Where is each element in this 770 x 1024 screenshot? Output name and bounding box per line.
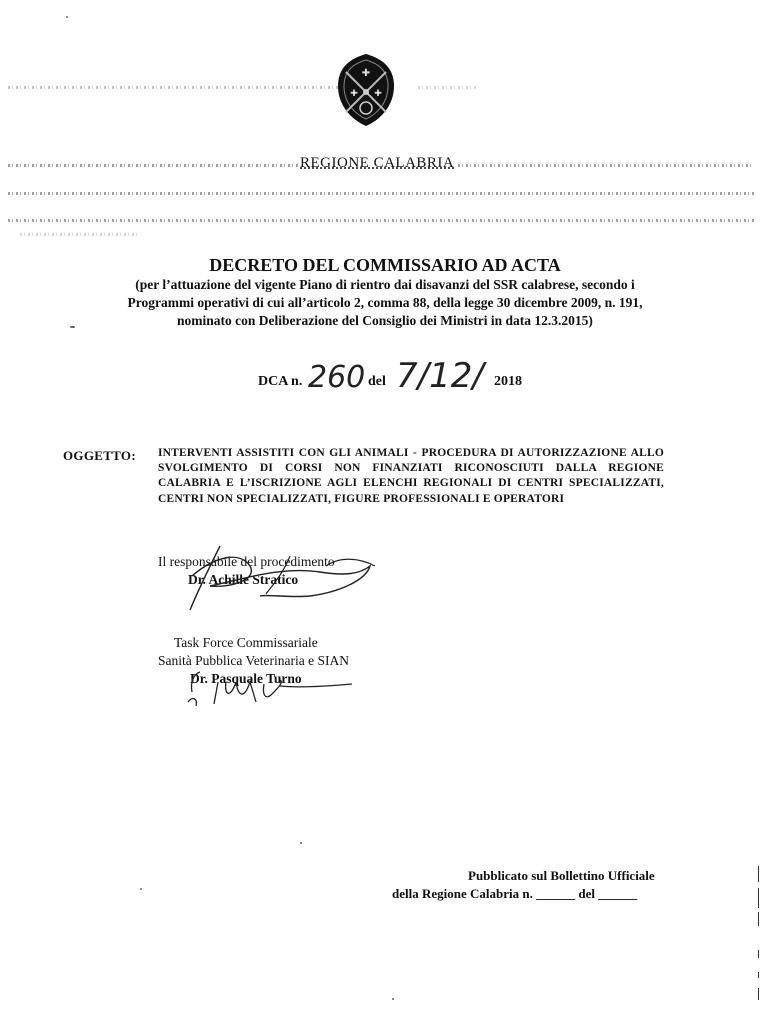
dca-prefix: DCA n.	[258, 374, 303, 389]
oggetto-label: OGGETTO:	[63, 448, 136, 463]
dca-date-handwritten: 7/12/	[396, 356, 484, 396]
svg-text:✚: ✚	[361, 68, 371, 79]
oggetto-text: INTERVENTI ASSISTITI CON GLI ANIMALI - PROCEDURA DI AUTORIZZAZIONE ALLO SVOLGIMENTO DI CORSI NON FINANZIATI RICONOSCIUTI DALLA REGIONE CALABRIA E L’ISCRIZIONE AGLI ELENCHI REGIONALI DI CENTRI SPECIALIZZATI, CENTRI NON SPECIALIZZATI, FIGURE PROFESSIONALI E OPERATORI	[158, 447, 664, 505]
task-force-line2: Sanità Pubblica Veterinaria e SIAN	[158, 653, 349, 668]
decree-subtitle-line: Programmi operativi di cui all’articolo 2, comma 88, della legge 30 dicembre 2009, n. 191,	[127, 295, 643, 310]
dca-number: 260	[308, 360, 366, 395]
dca-del-label: del	[368, 374, 386, 389]
scan-noise-line	[8, 219, 754, 222]
responsabile-name: Dr. Achille Stratico	[188, 572, 299, 587]
responsabile-signature	[170, 536, 410, 616]
task-force-signature	[180, 652, 370, 712]
dca-year: 2018	[494, 374, 522, 389]
publication-block	[392, 867, 692, 903]
scan-speck	[140, 888, 142, 890]
region-title: REGIONE CALABRIA	[300, 155, 455, 171]
scan-speck	[70, 326, 75, 328]
scan-edge-mark	[758, 972, 759, 978]
svg-text:✚: ✚	[350, 89, 358, 99]
svg-text:✚: ✚	[374, 89, 382, 99]
responsabile-role: Il responsabile del procedimento	[158, 554, 335, 569]
decree-subtitle-line: nominato con Deliberazione del Consiglio dei Ministri in data 12.3.2015)	[177, 313, 593, 328]
task-force-name: Dr. Pasquale Turno	[190, 671, 302, 686]
scan-noise-line	[8, 164, 298, 167]
scan-noise-line	[8, 192, 754, 195]
scan-edge-mark	[758, 888, 759, 908]
task-force-line1: Task Force Commissariale	[174, 635, 318, 650]
scan-noise-line	[8, 86, 338, 89]
scan-edge-mark	[758, 988, 759, 1000]
scan-edge-mark	[758, 912, 759, 926]
decree-title: DECRETO DEL COMMISSARIO AD ACTA	[209, 255, 561, 275]
scan-edge-mark	[758, 950, 759, 958]
decree-subtitle-line: (per l’attuazione del vigente Piano di rientro dai disavanzi del SSR calabrese, secondo i	[135, 277, 635, 292]
publication-line1: Pubblicato sul Bollettino Ufficiale	[468, 868, 655, 883]
publication-line2: della Regione Calabria n. ______ del ______	[392, 886, 638, 901]
scan-noise-line	[20, 233, 140, 236]
regione-calabria-emblem	[334, 52, 398, 128]
scan-speck	[300, 842, 302, 844]
scan-edge-mark	[758, 866, 759, 882]
scan-speck	[392, 998, 394, 1000]
scan-speck	[66, 16, 68, 18]
scan-noise-line	[458, 164, 754, 167]
decree-subtitle	[60, 276, 710, 330]
scan-noise-line	[418, 86, 478, 89]
